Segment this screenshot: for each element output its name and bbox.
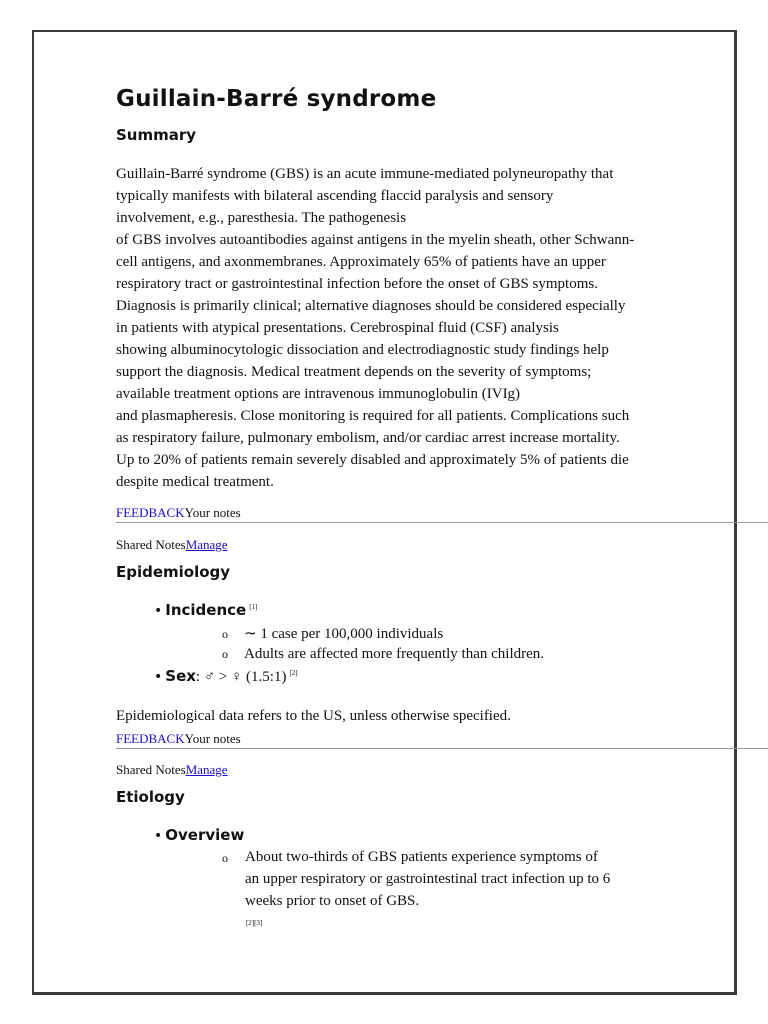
summary-line: Guillain-Barré syndrome (GBS) is an acute immune-mediated polyneuropathy that (116, 166, 614, 182)
shared-notes-label: Shared Notes (116, 762, 186, 777)
list-item-overview (154, 826, 244, 845)
summary-paragraph (116, 163, 656, 493)
incidence-term: Incidence (165, 601, 247, 619)
sub-bullet: o (222, 647, 228, 661)
bullet-dot: • (154, 669, 163, 685)
citation-ref[interactable]: [2][3] (246, 919, 263, 927)
overview-line (245, 890, 610, 938)
epidemiology-note-text: Epidemiological data refers to the US, unless otherwise specified. (116, 708, 511, 724)
summary-line: showing albuminocytologic dissociation and electrodiagnostic study findings help (116, 342, 609, 358)
citation-ref[interactable]: [2] (289, 669, 298, 677)
list-subitem (222, 850, 244, 867)
divider (116, 748, 768, 749)
summary-line: available treatment options are intravenous immunoglobulin (IVIg) (116, 386, 521, 402)
list-subitem (222, 624, 443, 643)
sub-bullet: o (222, 627, 228, 641)
citation-ref[interactable]: [1] (249, 603, 258, 611)
summary-line: involvement, e.g., paresthesia. The pathogenesis (116, 210, 407, 226)
overview-line: an upper respiratory or gastrointestinal tract infection up to 6 (245, 871, 611, 887)
summary-line: Up to 20% of patients remain severely disabled and approximately 5% of patients die (116, 452, 629, 468)
feedback-button[interactable]: FEEDBACK (116, 731, 185, 746)
summary-line: despite medical treatment. (116, 474, 274, 490)
divider (116, 522, 768, 523)
summary-heading: Summary (116, 126, 197, 144)
sub-bullet: o (222, 851, 228, 865)
list-subitem (222, 646, 544, 663)
shared-notes-bar (116, 762, 228, 778)
notes-bar-epidemiology (116, 731, 241, 747)
summary-line: cell antigens, and axonmembranes. Approximately 65% of patients have an upper (116, 254, 606, 270)
overview-line: About two-thirds of GBS patients experience symptoms of (245, 849, 598, 865)
list-item-incidence (154, 601, 257, 620)
manage-link[interactable]: Manage (185, 762, 228, 777)
list-item-sex (154, 667, 298, 686)
your-notes-button[interactable]: Your notes (184, 505, 241, 520)
summary-line: Diagnosis is primarily clinical; alternative diagnoses should be considered especially (116, 298, 626, 314)
summary-line: typically manifests with bilateral ascending flaccid paralysis and sensory (116, 188, 554, 204)
shared-notes-bar (116, 537, 228, 553)
feedback-button[interactable]: FEEDBACK (116, 505, 185, 520)
etiology-heading: Etiology (116, 788, 185, 806)
page-title: Guillain-Barré syndrome (116, 86, 437, 112)
overview-term: Overview (165, 826, 245, 844)
overview-line-text: weeks prior to onset of GBS. (245, 893, 420, 909)
epidemiology-heading: Epidemiology (116, 563, 231, 581)
manage-link[interactable]: Manage (185, 537, 228, 552)
incidence-rate: ∼ 1 case per 100,000 individuals (244, 626, 444, 642)
your-notes-button[interactable]: Your notes (184, 731, 241, 746)
summary-line: and plasmapheresis. Close monitoring is required for all patients. Complications such (116, 408, 630, 424)
notes-bar-summary (116, 505, 241, 521)
summary-line: support the diagnosis. Medical treatment depends on the severity of symptoms; (116, 364, 592, 380)
bullet-dot: • (154, 603, 163, 619)
summary-line: respiratory tract or gastrointestinal infection before the onset of GBS symptoms. (116, 276, 598, 292)
epidemiology-note (116, 705, 656, 727)
summary-line: as respiratory failure, pulmonary embolism, and/or cardiac arrest increase mortality. (116, 430, 620, 446)
incidence-age-note: Adults are affected more frequently than children. (244, 646, 545, 662)
shared-notes-label: Shared Notes (116, 537, 186, 552)
summary-line: in patients with atypical presentations. Cerebrospinal fluid (CSF) analysis (116, 320, 559, 336)
sex-term: Sex (165, 667, 196, 685)
summary-line: of GBS involves autoantibodies against antigens in the myelin sheath, other Schwann- (116, 232, 635, 248)
overview-text (245, 846, 610, 938)
bullet-dot: • (154, 828, 163, 844)
sex-ratio: : ♂ > ♀ (1.5:1) (195, 669, 287, 685)
